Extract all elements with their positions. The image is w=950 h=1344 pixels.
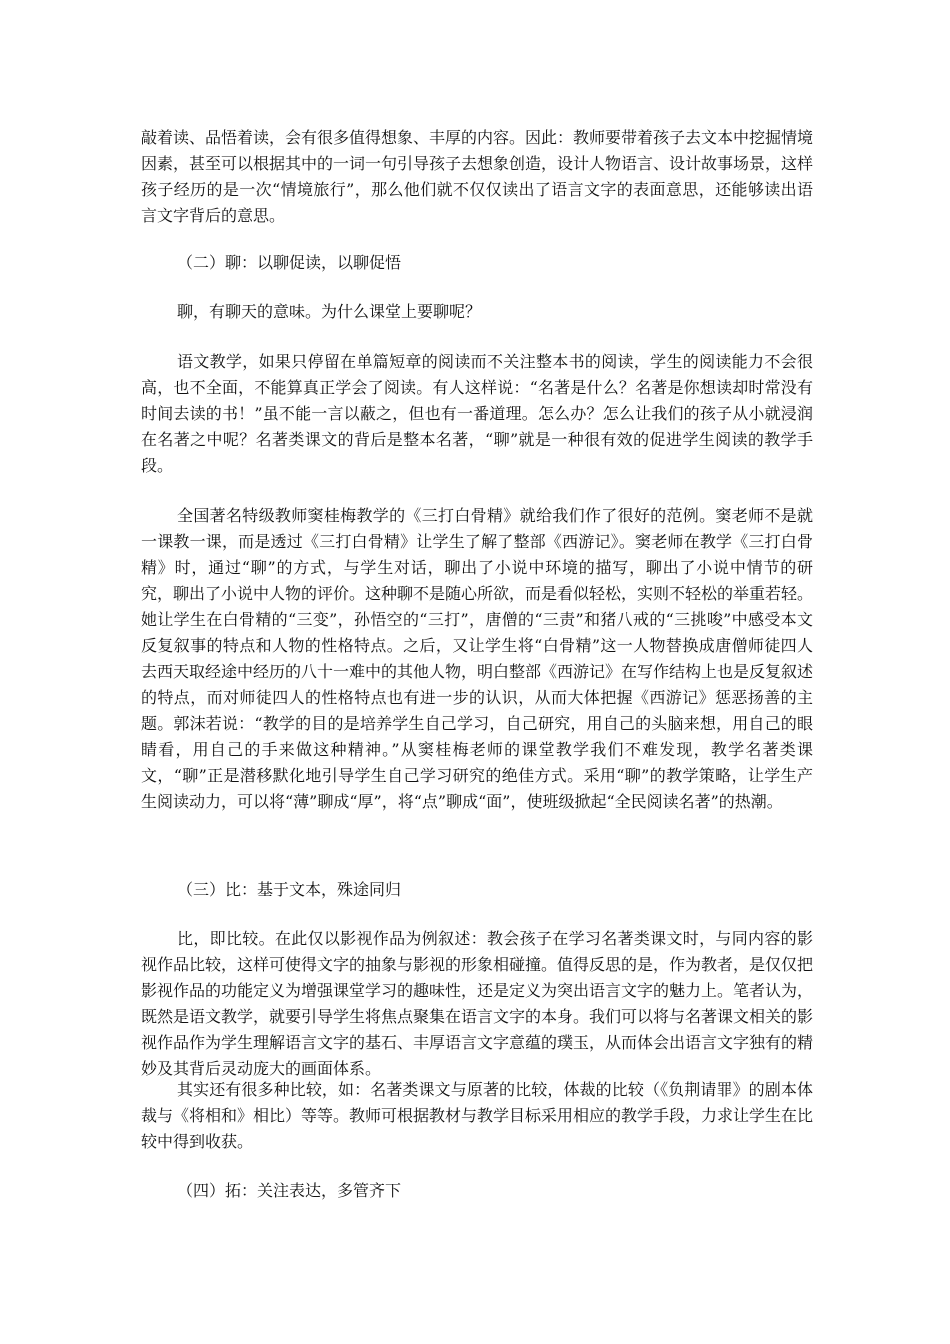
section-heading-tuo: （四）拓：关注表达，多管齐下 <box>177 1181 402 1200</box>
paragraph-whole-book-reading: 语文教学，如果只停留在单篇短章的阅读而不关注整本书的阅读，学生的阅读能力不会很高，也不全面，不能算真正学会了阅读。有人这样说：“名著是什么？名著是你想读却时常没有时间去读的书！”虽不能一言以蔽之，但也有一番道理。怎么办？怎么让我们的孩子从小就浸润在名著之中呢？名著类课文的背后是整本名著，“聊”就是一种很有效的促进学生阅读的教学手段。 <box>141 352 813 475</box>
section-heading-bi: （三）比：基于文本，殊途同归 <box>177 880 402 899</box>
paragraph-film-comparison: 比，即比较。在此仅以影视作品为例叙述：教会孩子在学习名著类课文时，与同内容的影视作品比较，这样可使得文字的抽象与影视的形象相碰撞。值得反思的是，作为教者，是仅仅把影视作品的功能定义为增强课堂学习的趣味性，还是定义为突出语言文字的魅力上。笔者认为，既然是语文教学，就要引导学生将焦点聚集在语言文字的本身。我们可以将与名著课文相关的影视作品作为学生理解语言文字的基石、丰厚语言文字意蕴的璞玉，从而体会出语言文字独有的精妙及其背后灵动庞大的画面体系。 <box>141 929 814 1078</box>
paragraph-dou-guimei-example: 全国著名特级教师窦桂梅教学的《三打白骨精》就给我们作了很好的范例。窦老师不是就一课教一课，而是透过《三打白骨精》让学生了解了整部《西游记》。窦老师在教学《三打白骨精》时，通过“聊”的方式，与学生对话，聊出了小说中环境的描写，聊出了小说中情节的研究，聊出了小说中人物的评价。这种聊不是随心所欲，而是看似轻松，实则不轻松的举重若轻。她让学生在白骨精的“三变”，孙悟空的“三打”，唐僧的“三责”和猪八戒的“三挑唆”中感受本文反复叙事的特点和人物的性格特点。之后，又让学生将“白骨精”这一人物替换成唐僧师徒四人去西天取经途中经历的八十一难中的其他人物，明白整部《西游记》在写作结构上也是反复叙述的特点，而对师徒四人的性格特点也有进一步的认识，从而大体把握《西游记》惩恶扬善的主题。郭沫若说：“教学的目的是培养学生自己学习，自己研究，用自己的头脑来想，用自己的眼睛看，用自己的手来做这种精神。”从窦桂梅老师的课堂教学我们不难发现，教学名著类课文，“聊”正是潜移默化地引导学生自己学习研究的绝佳方式。采用“聊”的教学策略，让学生产生阅读动力，可以将“薄”聊成“厚”，将“点”聊成“面”，使班级掀起“全民阅读名著”的热潮。 <box>141 506 814 811</box>
paragraph-liao-intro: 聊，有聊天的意味。为什么课堂上要聊呢？ <box>177 302 482 321</box>
paragraph-situational-reading: 敲着读、品悟着读，会有很多值得想象、丰厚的内容。因此：教师要带着孩子去文本中挖掘情境因素，甚至可以根据其中的一词一句引导孩子去想象创造，设计人物语言、设计故事场景，这样孩子经历的是一次“情境旅行”，那么他们就不仅仅读出了语言文字的表面意思，还能够读出语言文字背后的意思。 <box>141 128 814 225</box>
paragraph-other-comparisons: 其实还有很多种比较，如：名著类课文与原著的比较，体裁的比较（《负荆请罪》的剧本体裁与《将相和》相比）等等。教师可根据教材与教学目标采用相应的教学手段，力求让学生在比较中得到收获。 <box>141 1080 814 1151</box>
section-heading-liao: （二）聊：以聊促读，以聊促悟 <box>177 253 402 272</box>
